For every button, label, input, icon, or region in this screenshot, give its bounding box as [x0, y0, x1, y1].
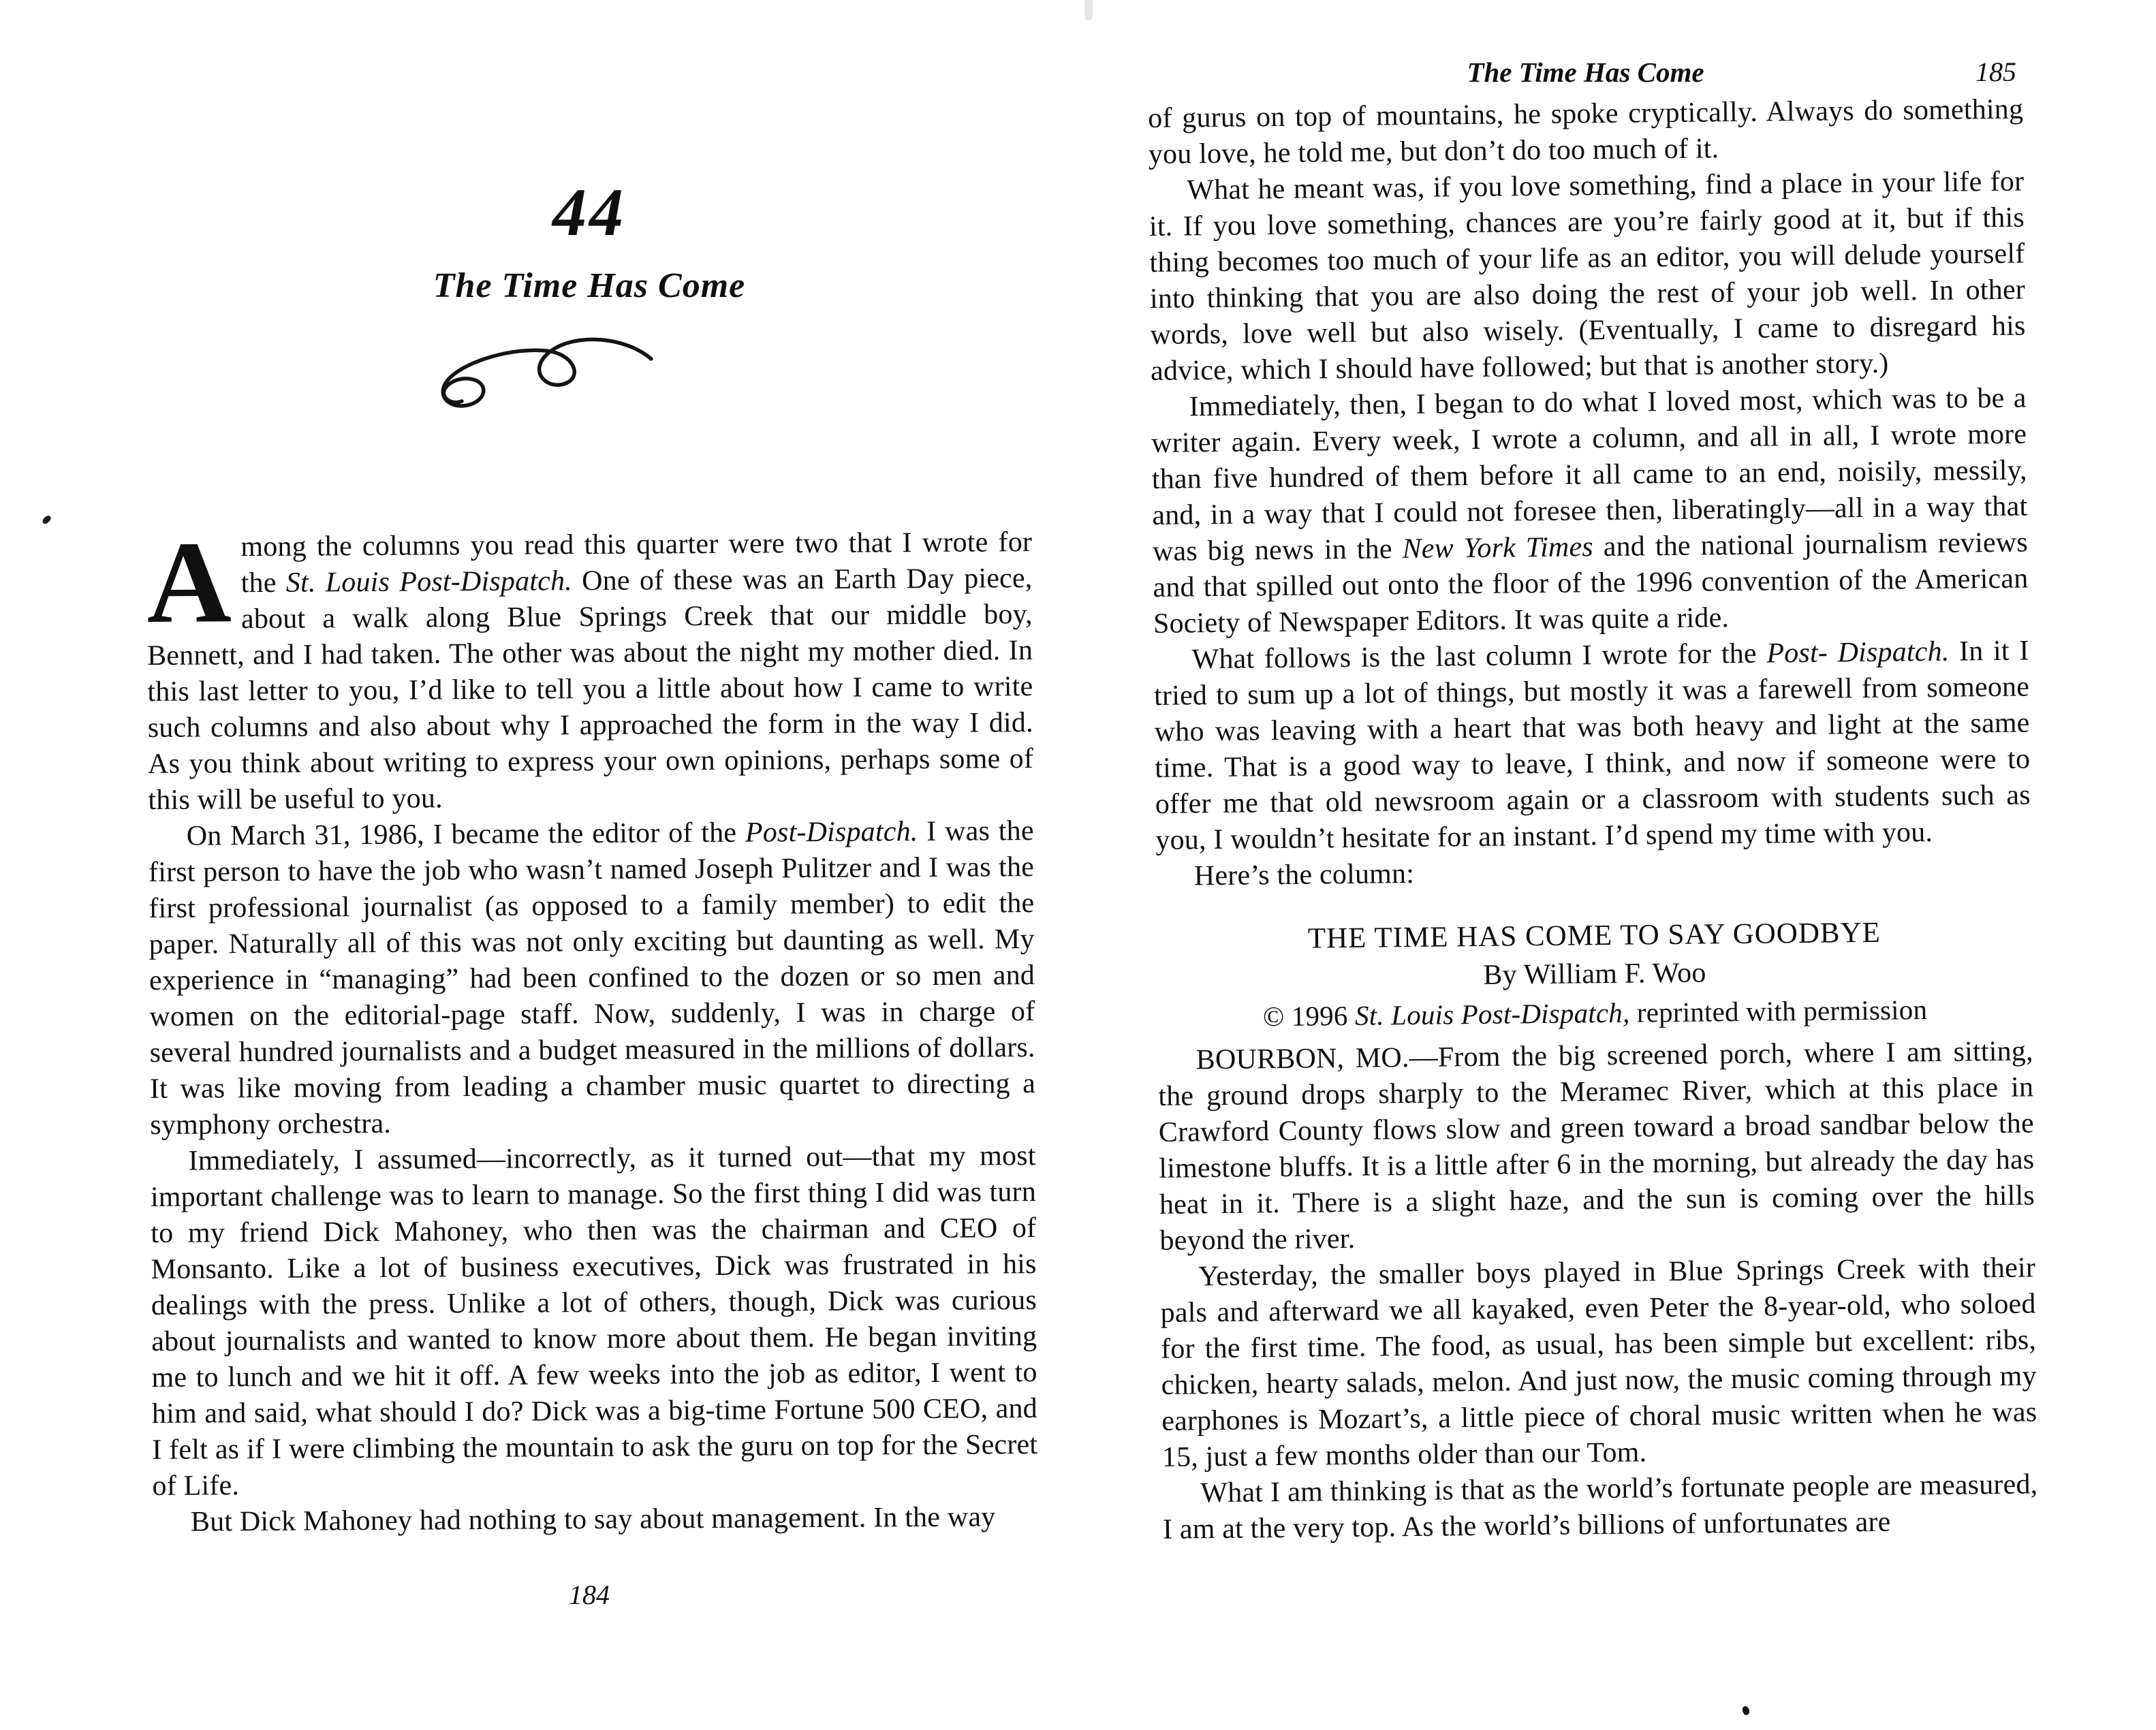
gutter-smudge	[1084, 0, 1093, 20]
paragraph: But Dick Mahoney had nothing to say about management. In the way	[190, 1501, 996, 1538]
column-heading	[1157, 911, 2033, 1037]
scan-speck	[42, 514, 52, 526]
page-number-left: 184	[569, 1579, 610, 1610]
paragraph-text: mong the columns you read this quarter were two that I wrote for the St. Louis Post-Dispatch. One of these was an Earth Day piece, about a walk along Blue Springs Creek that our middle boy, Bennett, and I had taken. The other was about the night my mother died. In this last letter to you, I’d like to tell you a little about how I came to write such columns and also about why I approached the form in the way I did. As you think about writing to express your own opinions, perhaps some of this will be useful to you.	[146, 526, 1034, 816]
paragraph: of gurus on top of mountains, he spoke cryptically. Always do something you love, he told me, but don’t do too much of it.	[1148, 93, 2024, 170]
running-header	[1148, 56, 2023, 89]
chapter-heading	[146, 174, 1032, 425]
column-credit: © 1996 St. Louis Post-Dispatch, reprinted with permission	[1262, 994, 1928, 1033]
paragraph: What follows is the last column I wrote for the Post- Dispatch. In it I tried to sum up a lot of things, but mostly it was a farewell from someone who was leaving with a heart that was both heavy and light at the same time. That is a good way to leave, I think, and now if someone were to offer me that old newsroom again or a classroom with students such as you, I wouldn’t hesitate for an instant. I’d spend my time with you.	[1153, 635, 2031, 856]
paragraph: Here’s the column:	[1193, 858, 1415, 892]
chapter-number: 44	[552, 174, 626, 250]
drop-cap: A	[146, 518, 231, 648]
column-title: THE TIME HAS COME TO SAY GOODBYE	[1307, 916, 1881, 955]
page-number-right: 185	[1975, 57, 2016, 87]
scan-speck	[1741, 1705, 1751, 1716]
paragraph: On March 31, 1986, I became the editor of the Post-Dispatch. I was the first person to have the job who wasn’t named Joseph Pulitzer and I was the first professional journalist (as opposed to a family member) to edit the paper. Naturally all of this was not only exciting but daunting as well. My experience in “managing” had been confined to the dozen or so men and women on the editorial-page staff. Now, suddenly, I was in charge of several hundred journalists and a budget measured in the millions of dollars. It was like moving from leading a chamber music quartet to directing a symphony orchestra.	[148, 815, 1036, 1141]
paragraph: Immediately, I assumed—incorrectly, as it turned out—that my most important challenge was to learn to manage. So the first thing I did was turn to my friend Dick Mahoney, who then was the chairman and CEO of Monsanto. Like a lot of business executives, Dick was frustrated in his dealings with the press. Unlike a lot of others, though, Dick was curious about journalists and wanted to know more about them. He began inviting me to lunch and we hit it off. A few weeks into the job as editor, I went to him and said, what should I do? Dick was a big-time Fortune 500 CEO, and I felt as if I were climbing the mountain to ask the guru on top for the Secret of Life.	[150, 1140, 1038, 1502]
running-header-title: The Time Has Come	[1467, 57, 1704, 88]
paragraph: Immediately, then, I began to do what I loved most, which was to be a writer again. Every week, I wrote a column, and all in all, I wrote more than five hundred of them before it all came to an end, noisily, messily, and, in a way that I could not foresee then, liberatingly—all in a way that was big news in the New York Times and the national journalism reviews and that spilled out onto the floor of the 1996 convention of the American Society of Newspaper Editors. It was quite a ride.	[1151, 382, 2029, 640]
left-page-body	[146, 518, 1038, 1541]
paragraph: What he meant was, if you love something, find a place in your life for it. If you love something, chances are you’re fairly good at it, but if this thing becomes too much of your life as an editor, you will delude yourself into thinking that you are also doing the rest of your job well. In other words, love well but also wisely. (Eventually, I came to disregard his advice, which I should have followed; but that is another story.)	[1149, 166, 2026, 387]
chapter-title: The Time Has Come	[433, 266, 746, 305]
paragraph: What I am thinking is that as the world’s fortunate people are measured, I am at the very top. As the world’s billions of unfortunates are	[1162, 1468, 2038, 1545]
paragraph: BOURBON, MO.—From the big screened porch, where I am sitting, the ground drops sharply to the Meramec River, which at this place in Crawford County flows slow and green toward a broad sandbar below the limestone bluffs. It is a little after 6 in the morning, but already the day has heat in it. There is a slight haze, and the sun is coming over the hills beyond the river.	[1158, 1035, 2035, 1257]
right-page-body	[1148, 92, 2038, 1548]
paragraph	[146, 518, 1034, 819]
column-byline: By William F. Woo	[1483, 957, 1706, 991]
flourish-ornament-icon	[58, 319, 1032, 425]
paragraph: Yesterday, the smaller boys played in Blue Springs Creek with their pals and afterward we all kayaked, even Peter the 8-year-old, who soloed for the first time. The food, as usual, has been simple but excellent: ribs, chicken, hearty salads, melon. And just now, the music coming through my earphones is Mozart’s, a little piece of choral music written when he was 15, just a few months older than our Tom.	[1160, 1252, 2037, 1473]
